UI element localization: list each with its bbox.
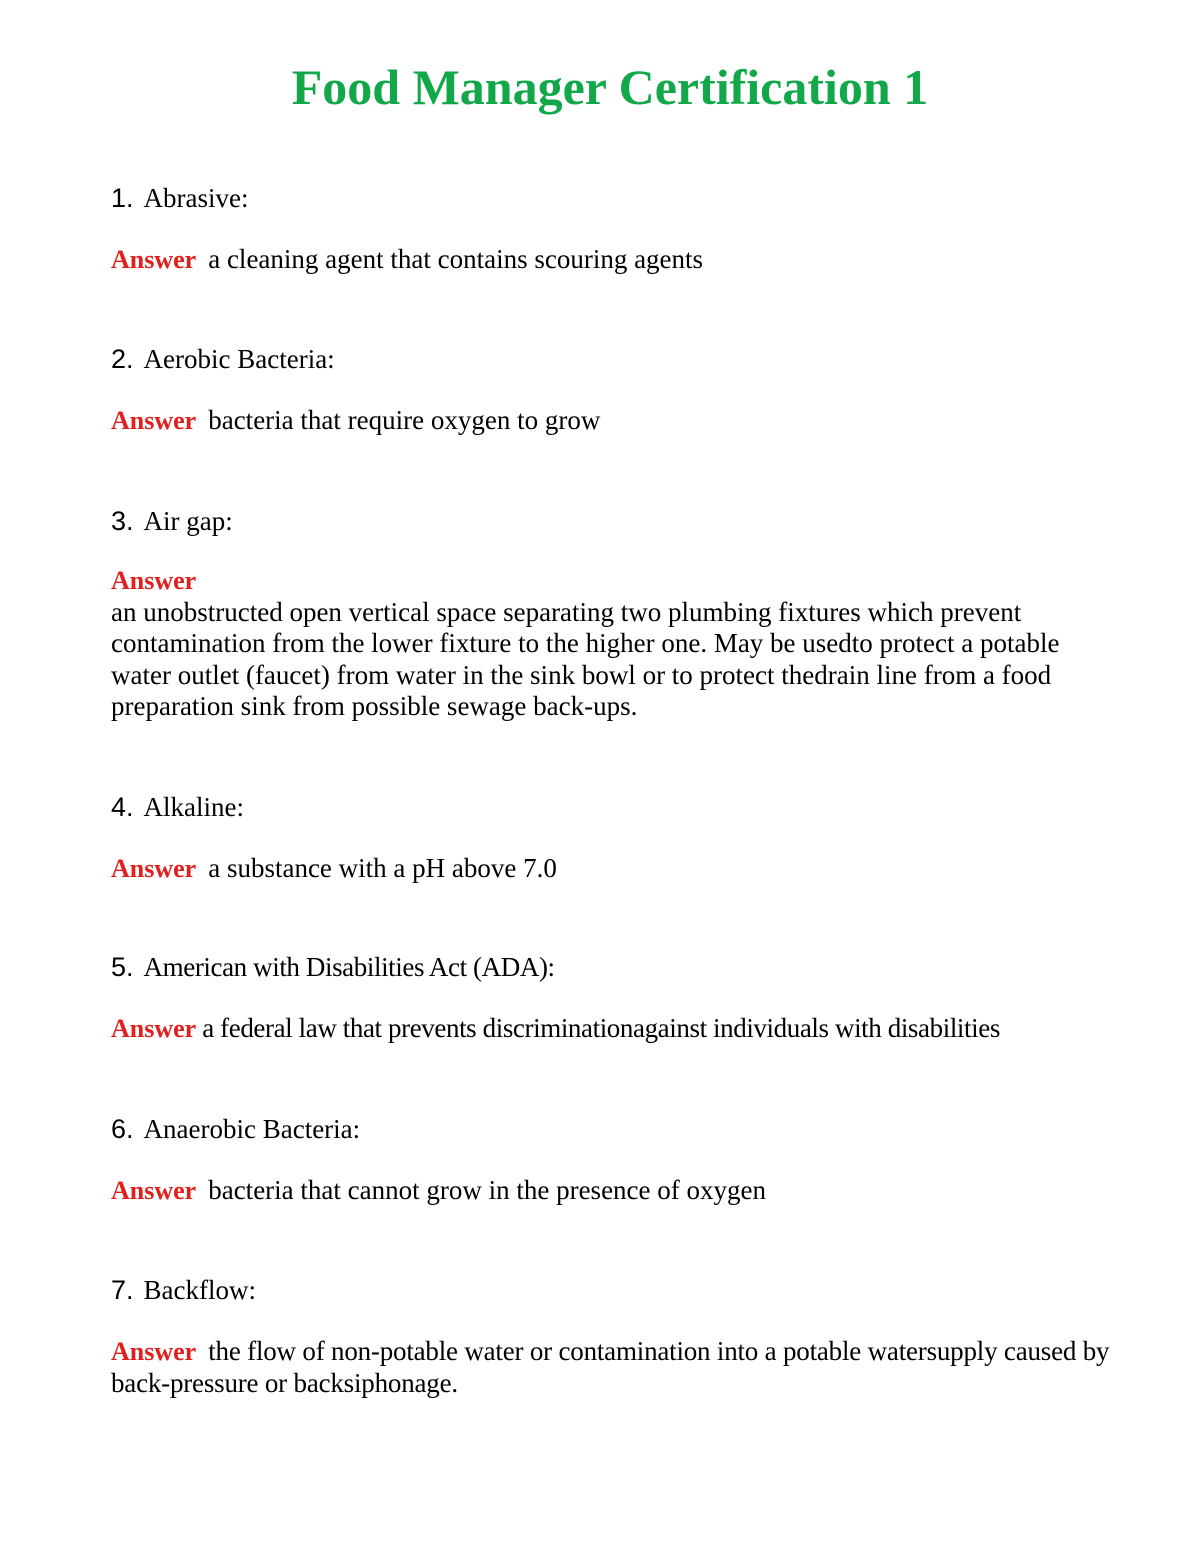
question-line [111, 182, 1111, 214]
qa-item-6 [111, 1113, 1111, 1207]
qa-item-7 [111, 1274, 1111, 1399]
answer-label: Answer [111, 566, 197, 595]
question-line [111, 343, 1111, 375]
question-line [111, 1113, 1111, 1145]
answer-block [111, 1175, 1111, 1207]
qa-item-5 [111, 951, 1111, 1045]
page-title: Food Manager Certification 1 [291, 59, 929, 115]
qa-item-1 [111, 182, 1111, 276]
answer-text: the flow of non-potable water or contamination into a potable watersupply caused by back-pressure or backsiphonage. [111, 1336, 1110, 1398]
answer-text: a federal law that prevents discriminationagainst individuals with disabilities [202, 1013, 1000, 1043]
question-term: Abrasive: [143, 183, 249, 213]
answer-label: Answer [111, 1176, 197, 1205]
answer-block [111, 1013, 1111, 1045]
question-number: 6. [111, 1114, 134, 1144]
question-line [111, 951, 1111, 983]
question-number: 5. [111, 952, 134, 982]
answer-text: a substance with a pH above 7.0 [208, 853, 557, 883]
question-number: 7. [111, 1275, 134, 1305]
question-term: Alkaline: [143, 792, 245, 822]
question-line [111, 1274, 1111, 1306]
answer-text: an unobstructed open vertical space separating two plumbing fixtures which prevent contamination from the lower fixture to the higher one. May be usedto protect a potable water outlet (faucet) from water in the sink bowl or to protect thedrain line from a food preparation sink from possible sewage back-ups. [111, 596, 1060, 721]
question-line [111, 791, 1111, 823]
question-term: American with Disabilities Act (ADA): [143, 952, 555, 982]
answer-block [111, 244, 1111, 276]
answer-label: Answer [111, 1337, 197, 1366]
qa-item-4 [111, 791, 1111, 885]
answer-text: bacteria that cannot grow in the presence of oxygen [208, 1175, 766, 1205]
answer-label: Answer [111, 406, 197, 435]
question-line [111, 505, 1111, 537]
answer-block [111, 853, 1111, 885]
question-term: Anaerobic Bacteria: [143, 1114, 361, 1144]
answer-label: Answer [111, 854, 197, 883]
question-number: 2. [111, 344, 134, 374]
answer-text: bacteria that require oxygen to grow [208, 405, 601, 435]
answer-block [111, 1336, 1111, 1399]
answer-block [111, 565, 1111, 723]
question-number: 1. [111, 183, 134, 213]
question-term: Air gap: [143, 506, 233, 536]
question-term: Backflow: [143, 1275, 257, 1305]
answer-label: Answer [111, 1014, 197, 1043]
answer-text: a cleaning agent that contains scouring agents [208, 244, 704, 274]
question-term: Aerobic Bacteria: [143, 344, 335, 374]
answer-label: Answer [111, 245, 197, 274]
qa-item-3 [111, 505, 1111, 723]
qa-item-2 [111, 343, 1111, 437]
question-number: 4. [111, 792, 134, 822]
question-number: 3. [111, 506, 134, 536]
answer-block [111, 405, 1111, 437]
